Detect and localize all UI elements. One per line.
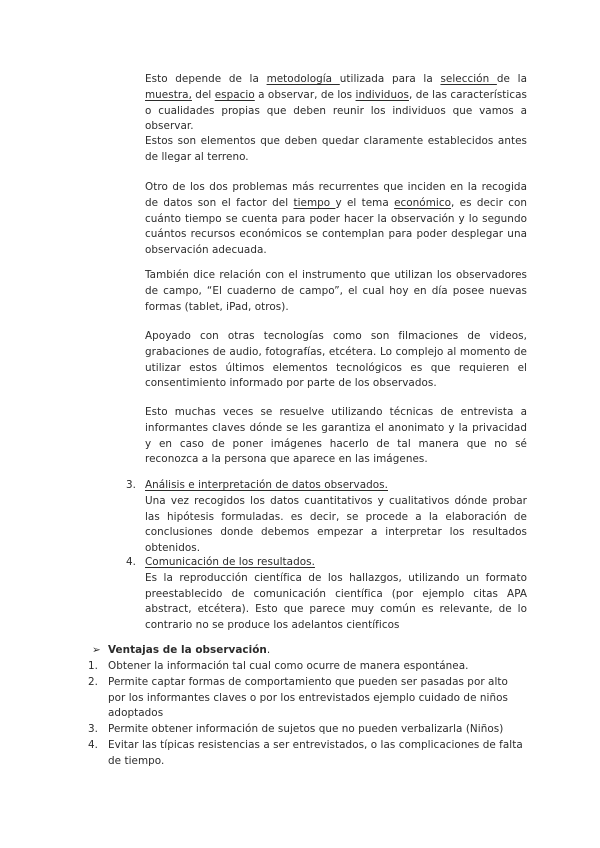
text-run: Esto depende de la [145, 73, 267, 85]
paragraph-elements: Estos son elementos que deben quedar claramente establecidos antes de llegar al terreno. [145, 135, 527, 163]
list-item [88, 738, 528, 770]
underlined-term: económico [394, 196, 451, 209]
section-title: Comunicación de los resultados. [145, 556, 315, 568]
section-communication [126, 555, 527, 634]
underlined-term: espacio [214, 88, 255, 101]
advantages-heading [92, 643, 512, 659]
text-run: Otro de los dos problemas más recurrentes que inciden en la recogida de datos son el factor del [145, 181, 527, 209]
arrow-bullet-icon: ➢ [92, 644, 101, 656]
text-run: , es decir con cuánto tiempo se cuenta para poder hacer la observación y lo segundo cuántos recursos económicos se contemplan para poder desplegar una observación adecuada. [145, 196, 528, 257]
section-title: Análisis e interpretación de datos observados. [145, 479, 388, 491]
section-analysis [126, 478, 527, 557]
list-item [88, 675, 528, 722]
underlined-term: metodología [266, 73, 340, 85]
text-run: y el tema [335, 196, 395, 209]
item-text: Permite obtener información de sujetos que no pueden verbalizarla (Niños) [108, 723, 504, 736]
item-text: Evitar las típicas resistencias a ser entrevistados, o las complicaciones de falta de tiempo. [108, 738, 523, 767]
item-text: Permite captar formas de comportamiento que pueden ser pasadas por alto por los informantes claves o por los entrevistados ejemplo cuidado de niños adoptados [108, 675, 508, 720]
section-number: 3. [126, 479, 137, 491]
advantages-title: Ventajas de la observación [108, 644, 267, 656]
text-run: utilizada para la [339, 73, 441, 85]
paragraph-methodology [145, 72, 527, 135]
underlined-term: muestra, [145, 88, 192, 101]
paragraph-technology: Apoyado con otras tecnologías como son filmaciones de videos, grabaciones de audio, fotografías, etcétera. Lo complejo al momento de utilizar estos últimos elementos tecnológicos es que requieren el consentimiento informado por parte de los observados. [145, 330, 527, 390]
item-text: Obtener la información tal cual como ocurre de manera espontánea. [108, 660, 469, 672]
text-run: , de las características o cualidades propias que deben reunir los individuos que vamos a observar. [145, 88, 528, 133]
paragraph-time-economy [145, 180, 527, 259]
list-item [88, 722, 528, 738]
section-body: Es la reproducción científica de los hallazgos, utilizando un formato preestablecido de comunicación científica (por ejemplo citas APA abstract, etcétera). Esto que parece muy común es relevante, de lo contrario no se produce los adelantos científicos [145, 571, 527, 632]
item-number: 2. [88, 675, 99, 688]
text-run: del [191, 88, 215, 101]
text-run: a observar, de los [254, 88, 356, 101]
list-item [88, 659, 528, 675]
underlined-term: individuos [355, 88, 409, 101]
section-number: 4. [126, 556, 137, 568]
underlined-term: selección [440, 73, 497, 85]
item-number: 1. [88, 660, 99, 672]
item-number: 3. [88, 723, 99, 736]
text-run: de la [496, 73, 527, 85]
paragraph-field-notebook: También dice relación con el instrumento que utilizan los observadores de campo, “El cuaderno de campo”, el cual hoy en día posee nuevas formas (tablet, iPad, otros). [145, 269, 527, 313]
section-body: Una vez recogidos los datos cuantitativos y cualitativos dónde probar las hipótesis formuladas. es decir, se procede a la elaboración de conclusiones donde debemos empezar a interpretar los resultados obtenidos. [145, 494, 527, 555]
item-number: 4. [88, 738, 99, 751]
advantages-list [88, 659, 528, 770]
title-suffix: . [266, 644, 271, 656]
underlined-term: tiempo [293, 196, 336, 209]
paragraph-interviews: Esto muchas veces se resuelve utilizando técnicas de entrevista a informantes claves dónde se les garantiza el anonimato y la privacidad y en caso de poner imágenes hacerlo de tal manera que no sé reconozca a la persona que aparece en las imágenes. [145, 406, 527, 466]
